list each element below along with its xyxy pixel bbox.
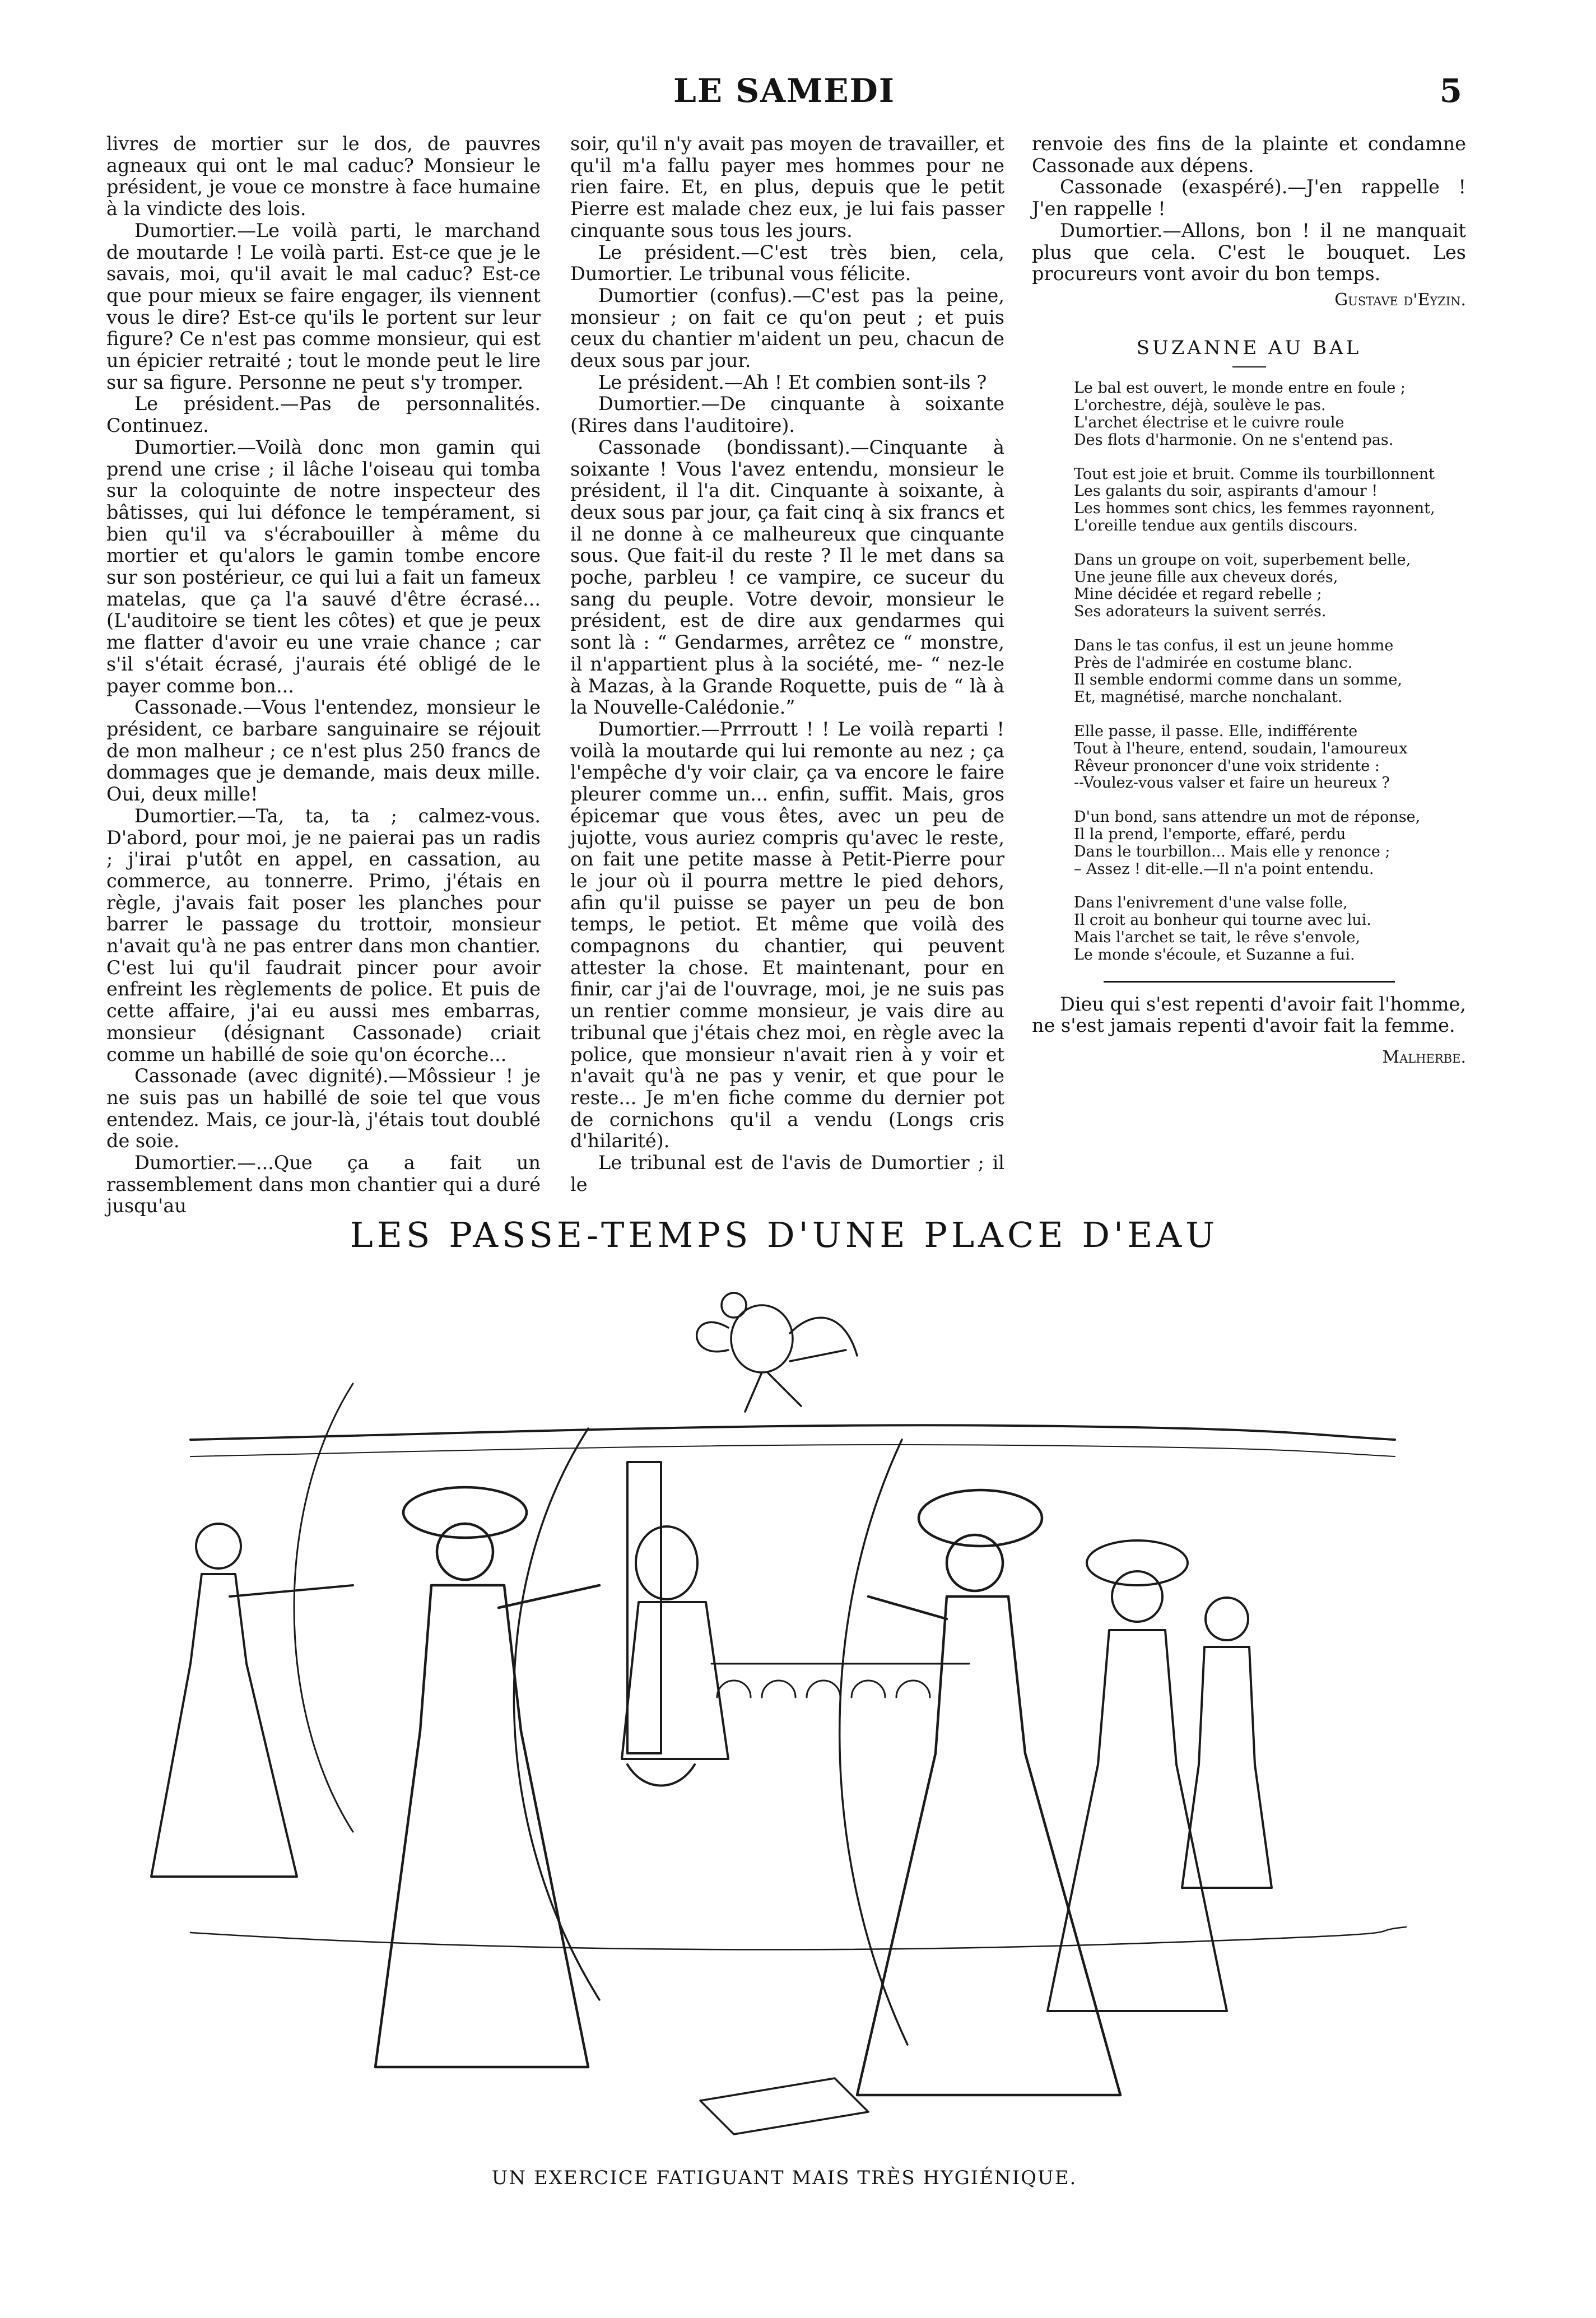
paragraph: renvoie des fins de la plainte et condamne Cassonade aux dépens. xyxy=(1032,133,1466,176)
poem-line: --Voulez-vous valser et faire un heureux ? xyxy=(1074,774,1390,792)
poem-line: Dans le tas confus, il est un jeune homme xyxy=(1074,636,1394,654)
poem-line: Près de l'admirée en costume blanc. xyxy=(1074,654,1353,672)
poem-stanza xyxy=(1074,380,1466,449)
text-column-2 xyxy=(570,133,1004,1195)
paragraph: Le président.—Ah ! Et combien sont-ils ? xyxy=(598,371,987,393)
paragraph: Le président.—C'est très bien, cela, Dumortier. Le tribunal vous félicite. xyxy=(570,241,1004,285)
illustration-title: LES PASSE-TEMPS D'UNE PLACE D'EAU xyxy=(350,1214,1219,1255)
poem-stanza xyxy=(1074,552,1466,621)
archer-woman-left xyxy=(151,1384,353,1877)
paragraph: Cassonade (avec dignité).—Môssieur ! je ne suis pas un habillé de soie tel que vous entendez. Mais, ce jour-là, j'étais tout doublé de soie. xyxy=(106,1065,541,1152)
ground-line xyxy=(190,1927,1406,1949)
poem-line: Une jeune fille aux cheveux dorés, xyxy=(1074,568,1338,586)
paragraph: Le président.—Pas de personnalités. Continuez. xyxy=(106,393,541,437)
poem-stanza xyxy=(1074,723,1466,792)
poem-stanza xyxy=(1074,895,1466,963)
poem-line: – Assez ! dit-elle.—Il n'a point entendu. xyxy=(1074,860,1374,878)
divider xyxy=(1104,981,1395,983)
paragraph: Dumortier.—...Que ça a fait un rassemblement dans mon chantier qui a duré jusqu'au xyxy=(106,1152,541,1217)
poem-line: Ses adorateurs la suivent serrés. xyxy=(1074,603,1327,621)
illustration-caption: UN EXERCICE FATIGUANT MAIS TRÈS HYGIÉNIQUE. xyxy=(491,2167,1077,2189)
poem-title: SUZANNE AU BAL xyxy=(1136,336,1362,359)
divider xyxy=(1232,366,1266,367)
poem-line: Et, magnétisé, marche nonchalant. xyxy=(1074,688,1343,706)
poem-line: Il croit au bonheur qui tourne avec lui. xyxy=(1074,911,1371,929)
paragraph: Cassonade (bondissant).—Cinquante à soixante ! Vous l'avez entendu, monsieur le président, il l'a dit. Cinquante à soixante, à deux sous par jour, ça fait cinq à six francs et il ne donne à ce malheureux que cinquante sous. Que fait-il du reste ? Il le met dans sa poche, parbleu ! ce vampire, ce suceur du sang du peuple. Votre devoir, monsieur le président, est de dire aux gendarmes qui sont là : “ Gendarmes, arrêtez ce “ monstre, il n'appartient plus à la société, me- “ nez-le à Mazas, à la Grande Roquette, puis de “ là à la Nouvelle-Calédonie.” xyxy=(570,436,1004,719)
poem-line: Les hommes sont chics, les femmes rayonnent, xyxy=(1074,500,1435,518)
poem-line: Mine décidée et regard rebelle ; xyxy=(1074,585,1322,603)
poem-line: Il semble endormi comme dans un somme, xyxy=(1074,671,1403,689)
poem-line: Dans l'enivrement d'une valse folle, xyxy=(1074,894,1348,912)
poem-stanza xyxy=(1074,466,1466,535)
poem-line: Tout à l'heure, entend, soudain, l'amoureux xyxy=(1074,739,1408,757)
paragraph: Dumortier.—Ta, ta, ta ; calmez-vous. D'abord, pour moi, je ne paierai pas un radis ; j'irai p'utôt en appel, en cassation, au commerce, au tonnerre. Primo, j'étais en règle, j'avais fait poser les planches pour barrer le passage du trottoir, monsieur n'avait qu'à ne pas entrer dans mon chantier. C'est lui qu'il faudrait pincer pour avoir enfreint les règlements de police. Et puis de cette affaire, j'ai eu aussi mes embarras, monsieur (désignant Cassonade) criait comme un habillé de soie qu'on écorche... xyxy=(106,804,541,1065)
poem-line: L'orchestre, déjà, soulève le pas. xyxy=(1074,397,1326,415)
page-header xyxy=(106,72,1462,117)
poem-line: Dans le tourbillon... Mais elle y renonce ; xyxy=(1074,843,1390,860)
poem-line: Tout est joie et bruit. Comme ils tourbillonnent xyxy=(1074,465,1435,483)
poem-line: Rêveur prononcer d'une voix stridente : xyxy=(1074,757,1380,775)
poem-line: Des flots d'harmonie. On ne s'entend pas. xyxy=(1074,431,1394,449)
paragraph: Dumortier.—Le voilà parti, le marchand de moutarde ! Le voilà parti. Est-ce que je le savais, moi, qu'il avait le mal caduc? Est-ce que pour mieux se faire engager, ils viennent vous le dire? Est-ce qu'ils le portent sur leur figure? Ce n'est pas comme monsieur, qui est un épicier retraité ; tout le monde peut le lire sur sa figure. Personne ne peut s'y tromper. xyxy=(106,219,541,393)
paragraph: livres de mortier sur le dos, de pauvres agneaux qui ont le mal caduc? Monsieur le président, je voue ce monstre à face humaine à la vindicte des lois. xyxy=(106,133,541,220)
target-post xyxy=(622,1462,728,1786)
paragraph: Dumortier.—Prrroutt ! ! Le voilà reparti ! voilà la moutarde qui lui remonte au nez ; ça l'empêche d'y voir clair, ça va encore le faire pleurer comme un... enfin, suffit. Mais, gros épicemar que vous êtes, avec un peu de jujotte, vous auriez compris qu'avec le reste, on fait une petite masse à Petit-Pierre pour le jour où il pourra mettre le pied dehors, afin qu'il puisse se payer un peu de bon temps, le petiot. Et même que voilà des compagnons du chantier, qui peuvent attester la chose. Et maintenant, pour en finir, car j'ai de l'ouvrage, moi, je ne suis pas un rentier comme monsieur, je vais dire au tribunal que j'étais chez moi, en règle avec la police, que monsieur n'avait rien à y voir et n'avait qu'à ne pas y venir, et que pour le reste... Je m'en fiche comme du dernier pot de cornichons qu'il a vendu (Longs cris d'hilarité). xyxy=(570,718,1004,1152)
paragraph: Dumortier.—Allons, bon ! il ne manquait plus que cela. C'est le bouquet. Les procureurs vont avoir du bon temps. xyxy=(1032,219,1466,285)
poem-line: Dans un groupe on voit, superbement belle, xyxy=(1074,551,1411,569)
archer-woman-front-left xyxy=(375,1428,599,2067)
archer-woman-front-right xyxy=(840,1440,1120,2095)
page-number: 5 xyxy=(1439,72,1462,110)
poem-line: Le bal est ouvert, le monde entre en foule ; xyxy=(1074,379,1406,397)
poem-line: D'un bond, sans attendre un mot de réponse, xyxy=(1074,808,1421,826)
paragraph: Dumortier (confus).—C'est pas la peine, monsieur ; on fait ce qu'on peut ; et puis ceux du chantier m'aident un peu, chacun de deux sous par jour. xyxy=(570,284,1004,372)
paragraph: Dumortier.—Voilà donc mon gamin qui prend une crise ; il lâche l'oiseau qui tomba sur la coloquinte de notre inspecteur des bâtisses, qui lui défonce le tempérament, si bien qu'il va s'écrabouiller à même du mortier et qu'alors le gamin tombe encore sur son postérieur, ce qui lui a fait un fameux matelas, que ça l'a sauvé d'être écrasé... (L'auditoire se tient les côtes) et que je peux me flatter d'avoir eu une vraie chance ; car s'il s'était écrasé, j'aurais été obligé de le payer comme bon... xyxy=(106,436,541,697)
poem-line: L'oreille tendue aux gentils discours. xyxy=(1074,516,1358,534)
author-signature: Gustave d'Eyzin. xyxy=(1334,290,1466,310)
paragraph: Le tribunal est de l'avis de Dumortier ; il le xyxy=(570,1152,1004,1195)
poem-stanza xyxy=(1074,637,1466,706)
paragraph: Cassonade.—Vous l'entendez, monsieur le président, ce barbare sanguinaire se réjouit de mon malheur ; ce n'est plus 250 francs de dommages que je demande, mais deux mille. Oui, deux mille! xyxy=(106,696,541,806)
text-column-3 xyxy=(1032,133,1466,1069)
poem-line: Le monde s'écoule, et Suzanne a fui. xyxy=(1074,946,1355,963)
quote-text: Dieu qui s'est repenti d'avoir fait l'homme, ne s'est jamais repenti d'avoir fait la femme. xyxy=(1032,993,1467,1037)
poem-line: Elle passe, il passe. Elle, indifférente xyxy=(1074,723,1358,741)
poem-line: Mais l'archet se tait, le rêve s'envole, xyxy=(1074,929,1361,947)
cherub-figure xyxy=(697,1293,857,1412)
newspaper-title: LE SAMEDI xyxy=(673,72,895,110)
poem-body xyxy=(1074,380,1466,963)
poem-line: Il la prend, l'emporte, effaré, perdu xyxy=(1074,826,1346,844)
quote-author: Malherbe. xyxy=(1382,1048,1466,1068)
paragraph: Dumortier.—De cinquante à soixante (Rires dans l'auditoire). xyxy=(570,393,1004,437)
paragraph: soir, qu'il n'y avait pas moyen de travailler, et qu'il m'a fallu payer mes hommes pour ne rien faire. Et, en plus, depuis que le petit Pierre est malade chez eux, je lui fais passer cinquante sous tous les jours. xyxy=(570,133,1004,241)
poem-line: L'archet électrise et le cuivre roule xyxy=(1074,413,1344,431)
archery-engraving xyxy=(62,1272,1535,2162)
poem-line: Les galants du soir, aspirants d'amour ! xyxy=(1074,482,1378,500)
horizon-line xyxy=(190,1425,1395,1440)
poem-stanza xyxy=(1074,809,1466,878)
text-column-1 xyxy=(106,133,541,1217)
paragraph: Cassonade (exaspéré).—J'en rappelle ! J'en rappelle ! xyxy=(1032,176,1466,220)
